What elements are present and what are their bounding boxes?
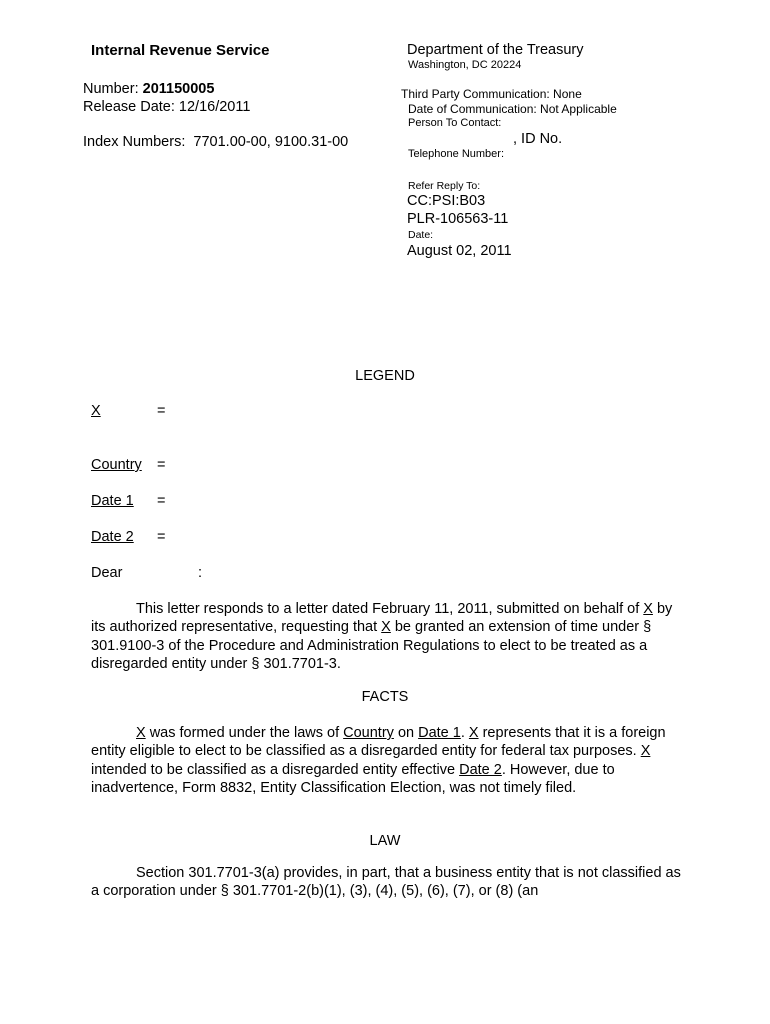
number-value: 201150005 xyxy=(142,81,215,97)
intro-text: be granted an extension of time under § 301.9100-3 of the Procedure and Administration Regulations to elect to be treated as a disregarded entity under § 301.7701-3. xyxy=(91,619,652,672)
law-paragraph: Section 301.7701-3(a) provides, in part, that a business entity that is not classified as a corporation under § 301.7701-2(b)(1), (3), (4), (5), (6), (7), or (8) (an xyxy=(91,865,681,900)
telephone-number-label: Telephone Number: xyxy=(408,148,505,160)
index-numbers-line xyxy=(83,134,348,150)
legend-equals: = xyxy=(157,403,166,419)
intro-term-x: X xyxy=(381,619,391,636)
release-date-line xyxy=(83,99,250,115)
department-name: Department of the Treasury xyxy=(407,42,584,58)
legend-equals: = xyxy=(157,457,166,473)
refer-reply-label: Refer Reply To: xyxy=(408,180,481,192)
index-numbers-label: Index Numbers: xyxy=(83,134,186,150)
legend-equals: = xyxy=(157,493,166,509)
legend-heading: LEGEND xyxy=(355,368,415,384)
id-number-label: , ID No. xyxy=(513,131,563,147)
intro-text: This letter responds to a letter dated February 11, 2011, submitted on behalf of xyxy=(136,601,644,617)
facts-term-x: X xyxy=(640,743,651,760)
reference-code-2: PLR-106563-11 xyxy=(407,211,509,227)
facts-text: . xyxy=(460,725,469,741)
legend-term-country: Country xyxy=(91,457,142,473)
person-to-contact: Person To Contact: xyxy=(408,117,502,129)
release-date-value: 12/16/2011 xyxy=(178,99,251,115)
facts-heading: FACTS xyxy=(361,689,409,705)
index-numbers-value: 7701.00-00, 9100.31-00 xyxy=(193,134,349,150)
facts-text: . However, due to inadvertence, Form 8832, Entity Classification Election, was not timely filed. xyxy=(91,761,615,796)
facts-text: was formed under the laws of xyxy=(145,725,344,741)
facts-text: on xyxy=(393,725,419,741)
number-line xyxy=(83,81,214,97)
facts-paragraph xyxy=(91,724,681,797)
facts-term-date-1: Date 1 xyxy=(418,725,461,741)
legend-term-date-2: Date 2 xyxy=(91,529,134,545)
intro-text: by its authorized representative, requesting that xyxy=(91,601,673,636)
intro-term-x: X xyxy=(643,601,653,617)
date-of-communication: Date of Communication: Not Applicable xyxy=(408,102,617,116)
letter-date: August 02, 2011 xyxy=(407,243,512,259)
salutation-dear: Dear xyxy=(91,565,123,581)
law-heading: LAW xyxy=(369,833,401,849)
agency-name: Internal Revenue Service xyxy=(91,42,270,59)
facts-text: represents that it is a foreign entity eligible to elect to be classified as a disregarded entity for federal tax purposes. xyxy=(91,725,666,760)
facts-text: intended to be classified as a disregarded entity effective xyxy=(91,761,460,778)
legend-equals: = xyxy=(157,529,166,545)
salutation-colon: : xyxy=(198,565,203,581)
number-label: Number: xyxy=(83,81,139,97)
reference-code-1: CC:PSI:B03 xyxy=(407,193,486,209)
release-date-label: Release Date: xyxy=(83,99,175,115)
facts-term-x: X xyxy=(136,725,146,741)
third-party-communication: Third Party Communication: None xyxy=(401,87,582,101)
date-label: Date: xyxy=(408,229,434,241)
legend-term-x: X xyxy=(91,403,101,419)
intro-paragraph xyxy=(91,600,681,673)
facts-term-country: Country xyxy=(343,725,394,741)
legend-term-date-1: Date 1 xyxy=(91,493,134,509)
department-city: Washington, DC 20224 xyxy=(408,59,522,71)
facts-term-date-2: Date 2 xyxy=(459,761,502,778)
facts-term-x: X xyxy=(468,725,479,741)
